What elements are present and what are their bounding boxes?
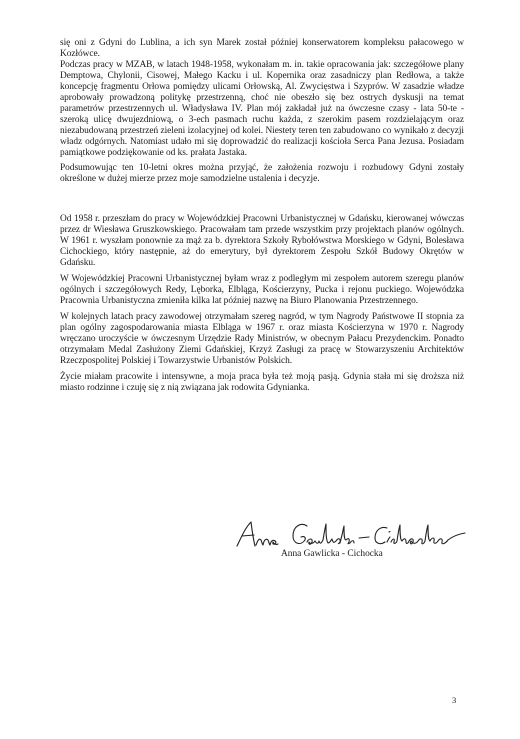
page-number: 3 <box>452 695 457 705</box>
handwritten-signature <box>235 516 467 552</box>
paragraph-continuation: się oni z Gdyni do Lublina, a ich syn Marek został później konserwatorem kompleksu pałacowego w Kozłówce. <box>60 38 464 59</box>
paragraph-wpu-gdansk: Od 1958 r. przeszłam do pracy w Wojewódzkiej Pracowni Urbanistycznej w Gdańsku, kierowanej wówczas przez dr Wiesława Gruszkowskiego. Pracowałam tam przede wszystkim przy projektach planów ogólnych. W 1961 r. wyszłam ponownie za mąż za b. dyrektora Szkoły Rybołówstwa Morskiego w Gdyni, Bolesława Cichockiego, który następnie, aż do emerytury, był dyrektorem Zespołu Szkół Budowy Okrętów w Gdańsku. <box>60 214 464 269</box>
signature-block <box>235 516 475 566</box>
paragraph-closing: Życie miałam pracowite i intensywne, a moja praca była też moją pasją. Gdynia stała mi się droższa niż miasto rodzinne i czuję się z nią związana jak rodowita Gdynianka. <box>60 371 464 393</box>
paragraph-wpu-plans: W Wojewódzkiej Pracowni Urbanistycznej byłam wraz z podległym mi zespołem autorem szeregu planów ogólnych i szczegółowych Redy, Lęborka, Elbląga, Kościerzyny, Pucka i rejonu puckiego. Wojewódzka Pracownia Urbanistyczna zmieniła kilka lat później nazwę na Biuro Planowania Przestrzennego. <box>60 274 464 307</box>
paragraph-mzab-work: Podczas pracy w MZAB, w latach 1948-1958, wykonałam m. in. takie opracowania jak: szczegółowe plany Demptowa, Chylonii, Cisowej, Małego Kacku i ul. Kopernika oraz zasadniczy plan Redłowa, a także koncepcję fragmentu Orłowa pomiędzy ulicami Orłowską, Al. Zwycięstwa i Szyprów. W zasadzie władze aprobowały prowadzoną politykę przestrzenną, choć nie obeszło się bez ostrych dyskusji na temat parametrów przestrzennych ul. Władysława IV. Plan mój zakładał już na ówczesne czasy - lata 50-te - szeroką ulicę dwujezdniową, o 3-ech pasmach ruchu każda, z szerokim pasem rozdzielającym oraz niezabudowaną przestrzeń zieleni izolacyjnej od kolei. Niestety teren ten zabudowano co wynikało z decyzji władz odgórnych. Natomiast udało mi się doprowadzić do realizacji kościoła Serca Pana Jezusa. Posiadam pamiątkowe podziękowanie od ks. prałata Jastaka. <box>60 59 464 158</box>
paragraph-summary: Podsumowując ten 10-letni okres można przyjąć, że założenia rozwoju i rozbudowy Gdyni zostały określone w dużej mierze przez moje samodzielne ustalenia i decyzje. <box>60 163 464 185</box>
paragraph-awards: W kolejnych latach pracy zawodowej otrzymałam szereg nagród, w tym Nagrody Państwowe II stopnia za plan ogólny zagospodarowania miasta Elbląga w 1967 r. oraz miasta Kościerzyna w 1970 r. Nagrody wręczano uroczyście w ówczesnym Urzędzie Rady Ministrów, w obecnym Pałacu Prezydenckim. Ponadto otrzymałam Medal Zasłużony Ziemi Gdańskiej, Krzyż Zasługi za pracę w Stowarzyszeniu Architektów Rzeczpospolitej Polskiej i Towarzystwie Urbanistów Polskich. <box>60 312 464 366</box>
document-body <box>60 38 464 394</box>
section-gap <box>60 185 464 214</box>
signature-printed-name: Anna Gawlicka - Cichocka <box>281 549 383 559</box>
